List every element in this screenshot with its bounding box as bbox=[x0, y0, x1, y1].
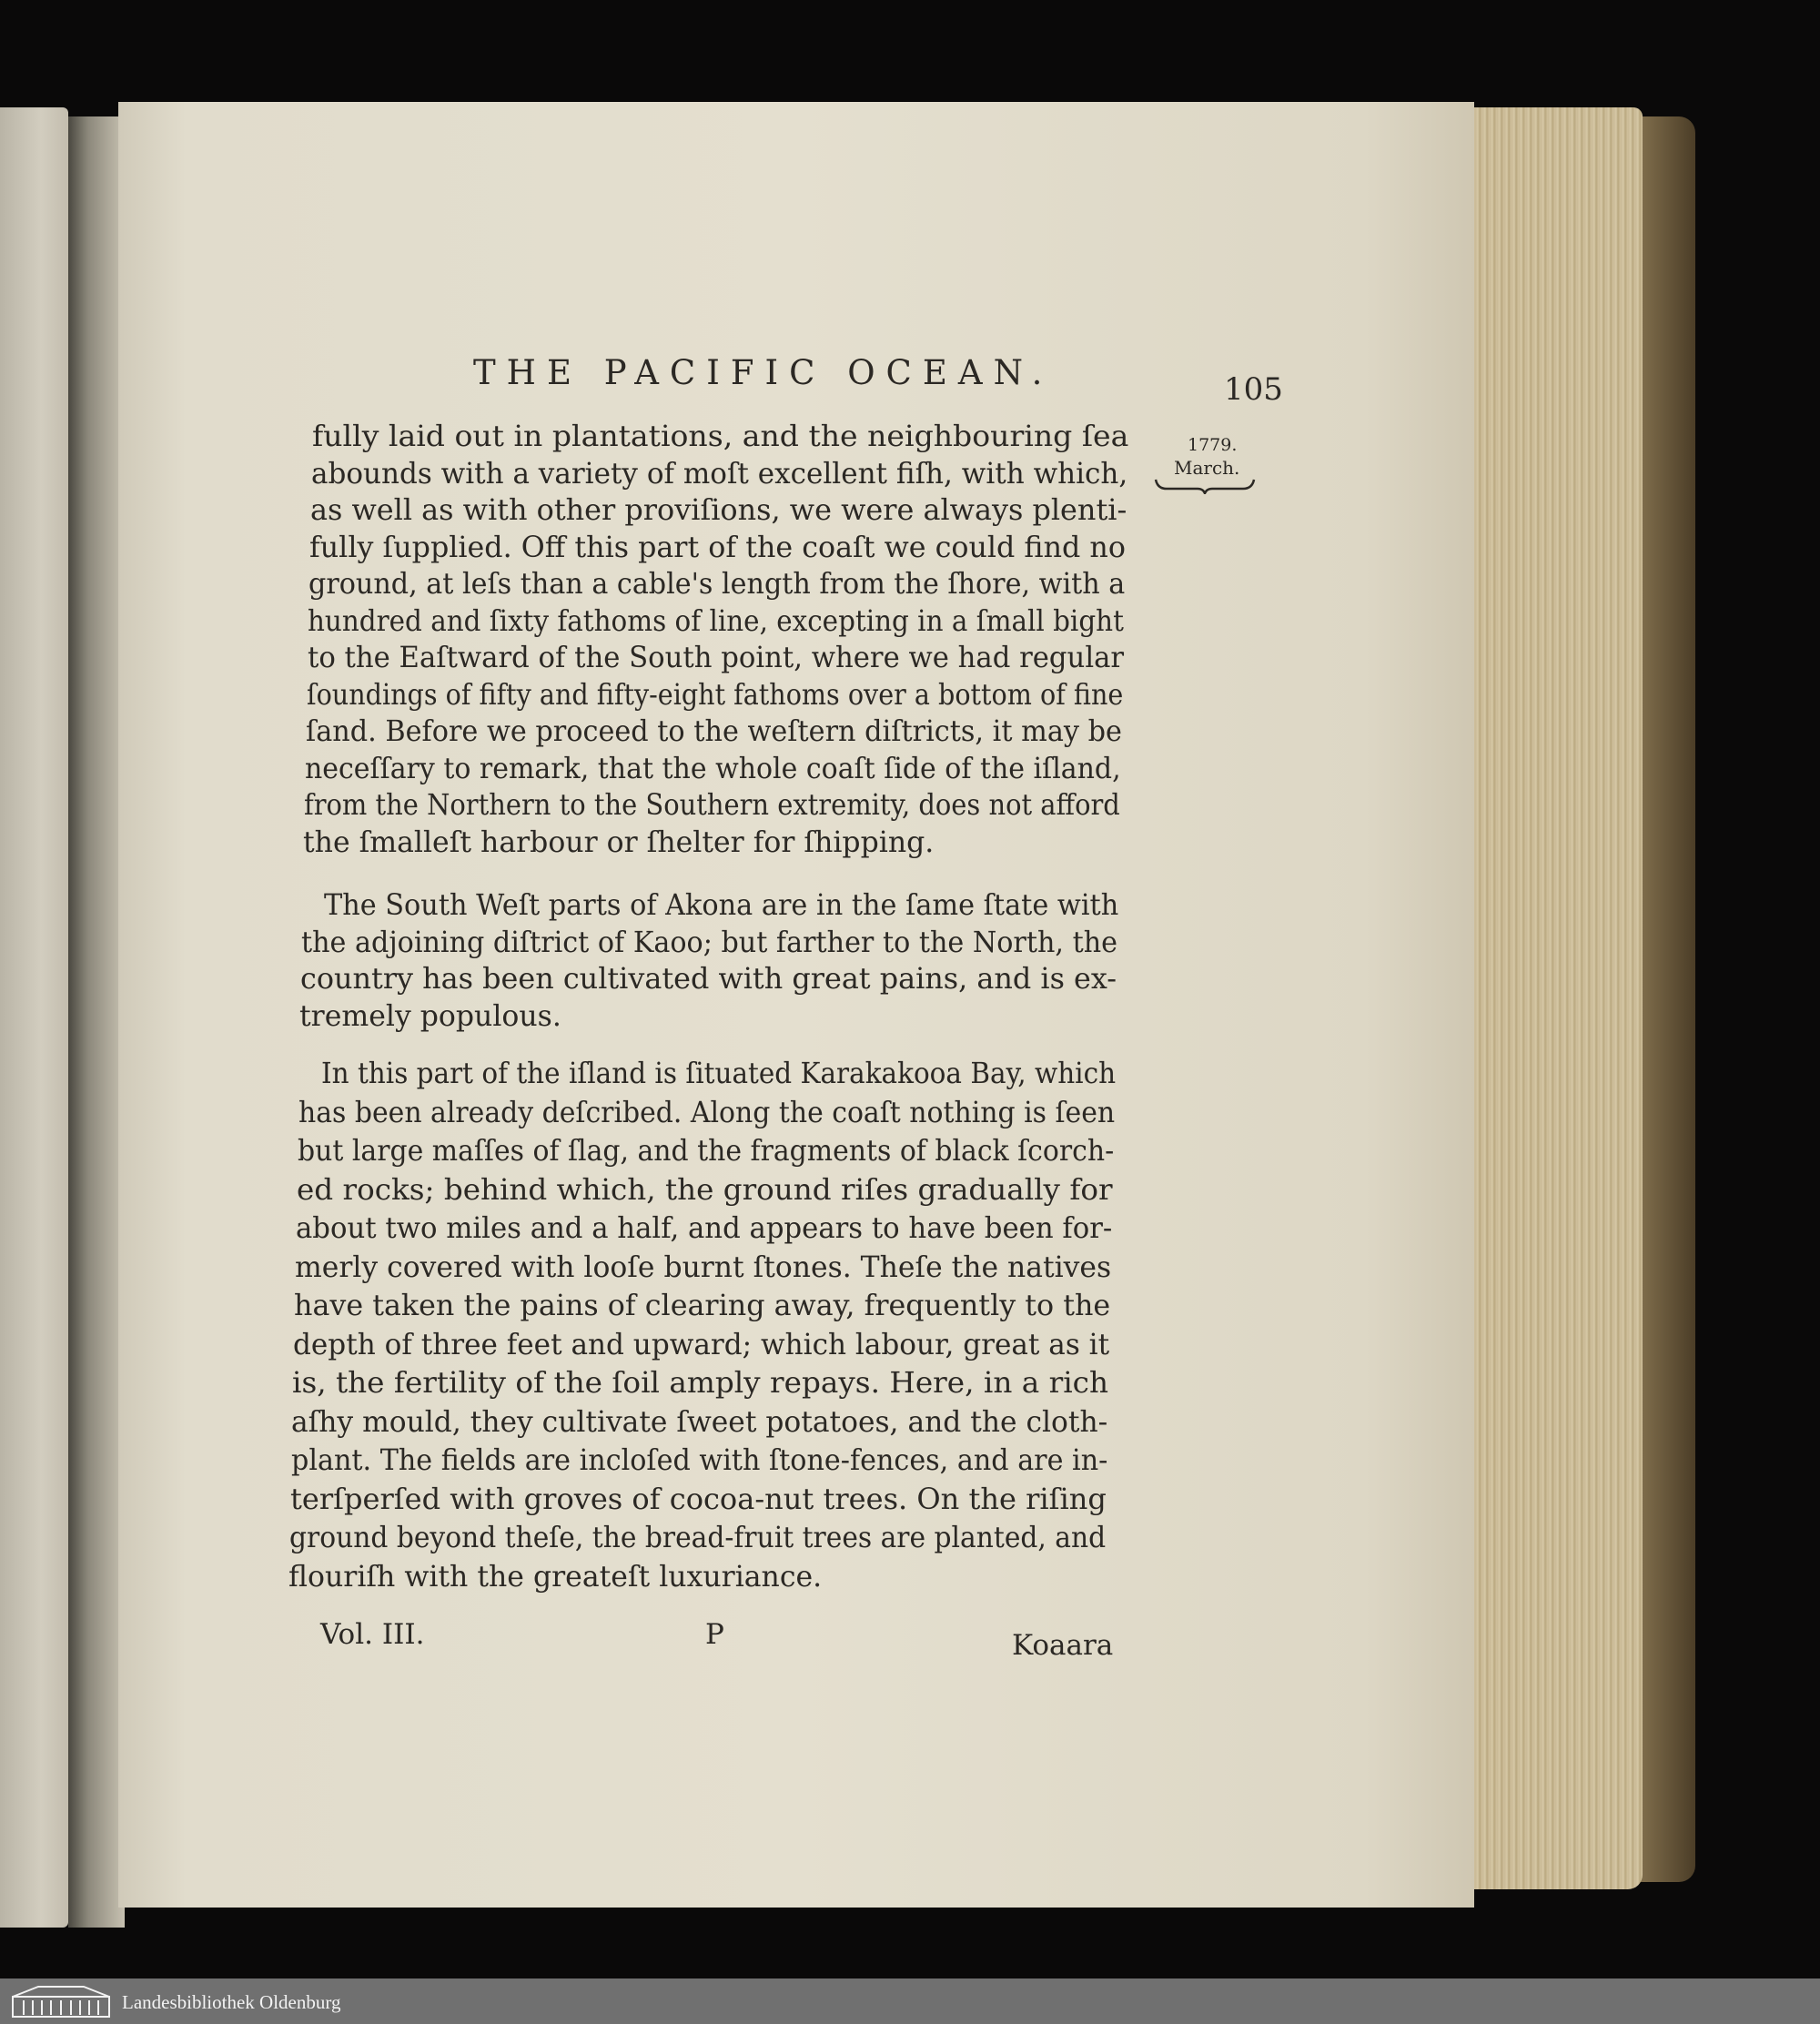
body-text-line: country has been cultivated with great pains, and is ex- bbox=[300, 963, 1117, 996]
footer-signature: P bbox=[705, 1618, 724, 1651]
running-head: THE PACIFIC OCEAN. bbox=[473, 353, 1054, 392]
body-text-line: In this part of the iſland is ſituated Karakakooa Bay, which bbox=[321, 1058, 1117, 1090]
page-stack-edge bbox=[1461, 107, 1643, 1889]
margin-note-month: March. bbox=[1174, 457, 1240, 479]
body-text-line: terſperſed with groves of cocoa-nut trees. On the riſing bbox=[290, 1483, 1107, 1516]
footer-volume: Vol. III. bbox=[320, 1618, 425, 1651]
body-text-line: ed rocks; behind which, the ground riſes gradually for bbox=[297, 1173, 1113, 1207]
body-text-line: fully ſupplied. Off this part of the coaſt we could find no bbox=[309, 531, 1126, 564]
body-text-line: merly covered with looſe burnt ſtones. Theſe the natives bbox=[295, 1250, 1112, 1284]
margin-note-year: 1779. bbox=[1188, 435, 1238, 455]
library-building-icon bbox=[11, 1984, 111, 2019]
body-text-line: to the Eaſtward of the South point, where we had regular bbox=[308, 642, 1125, 674]
body-text-line: depth of three feet and upward; which labour, great as it bbox=[293, 1328, 1110, 1361]
body-text-line: neceſſary to remark, that the whole coaſt ſide of the iſland, bbox=[305, 752, 1121, 785]
body-text-line: ſand. Before we proceed to the weſtern diſtricts, it may be bbox=[306, 715, 1122, 748]
body-text-line: plant. The fields are incloſed with ſtone-fences, and are in- bbox=[291, 1444, 1108, 1477]
page-number: 105 bbox=[1224, 371, 1283, 408]
body-text-line: fully laid out in plantations, and the neighbouring ſea bbox=[312, 420, 1129, 453]
body-text-line: ground beyond theſe, the bread-fruit trees are planted, and bbox=[289, 1522, 1107, 1554]
body-text-line: abounds with a variety of moſt excellent fiſh, with which, bbox=[311, 457, 1128, 491]
body-text-line: is, the fertility of the ſoil amply repays. Here, in a rich bbox=[292, 1367, 1109, 1400]
body-text-line: The South Weſt parts of Akona are in the ſame ſtate with bbox=[324, 889, 1119, 922]
body-text-line: hundred and ſixty fathoms of line, excepting in a ſmall bight bbox=[308, 604, 1124, 638]
body-text-line: the ſmalleſt harbour or ſhelter for ſhipping. bbox=[303, 825, 935, 859]
body-text-line: about two miles and a half, and appears to have been for- bbox=[296, 1212, 1113, 1245]
body-text-line: tremely populous. bbox=[299, 999, 561, 1033]
body-text-line: as well as with other proviſions, we were always plenti- bbox=[310, 494, 1127, 527]
margin-brace-icon bbox=[1154, 478, 1256, 494]
body-text-line: but large maſſes of ſlag, and the fragments of black ſcorch- bbox=[298, 1135, 1115, 1168]
footer-catchword: Koaara bbox=[1012, 1629, 1114, 1662]
body-text-line: ſoundings of fifty and fifty-eight fathoms over a bottom of fine bbox=[307, 678, 1124, 712]
body-text-line: aſhy mould, they cultivate ſweet potatoes, and the cloth- bbox=[291, 1405, 1108, 1439]
body-text-line: the adjoining diſtrict of Kaoo; but farther to the North, the bbox=[301, 926, 1118, 959]
body-text-line: ground, at leſs than a cable's length from the ſhore, with a bbox=[308, 568, 1126, 601]
book-gutter bbox=[68, 116, 125, 1928]
body-text-line: from the Northern to the Southern extremity, does not afford bbox=[304, 789, 1120, 822]
body-text-line: have taken the pains of clearing away, frequently to the bbox=[294, 1290, 1111, 1322]
previous-page-edge bbox=[0, 107, 68, 1928]
library-name: Landesbibliothek Oldenburg bbox=[122, 1991, 341, 2013]
body-text-line: has been already deſcribed. Along the coaſt nothing is ſeen bbox=[298, 1096, 1116, 1129]
body-text-line: flouriſh with the greateſt luxuriance. bbox=[288, 1560, 823, 1594]
